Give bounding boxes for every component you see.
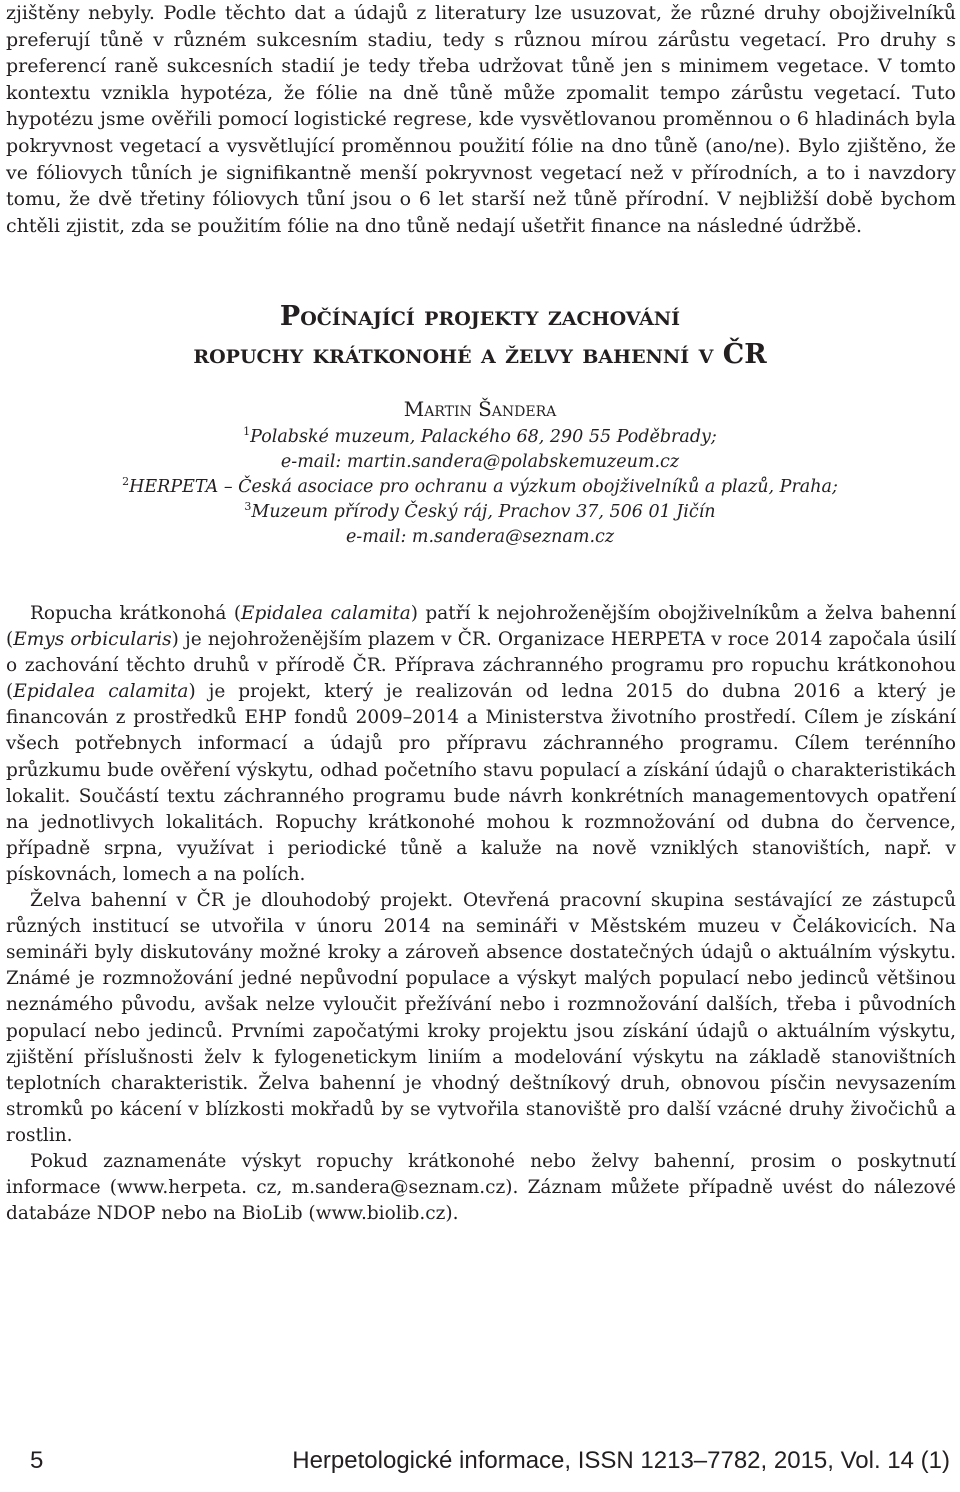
affiliation-2 (0, 475, 960, 500)
affiliation-3-marker: 3 (244, 500, 252, 514)
article-title-line-2: ropuchy krátkonohé a želvy bahenní v ČR (193, 339, 767, 370)
affiliation-1-marker: 1 (243, 425, 251, 439)
affiliation-3 (0, 500, 960, 525)
body-paragraph-3: Pokud zaznamenáte výskyt ropuchy krátkonohé nebo želvy bahenní, prosim o poskytnutí informace (www.herpeta. cz, m.sandera@seznam.cz). Záznam můžete případně uvést do nálezové databáze NDOP nebo na BioLib (www.biolib.cz). (6, 1150, 956, 1225)
affiliation-3-email (0, 525, 960, 550)
affiliation-3-email-text: e-mail: m.sandera@seznam.cz (345, 527, 615, 547)
journal-footer: Herpetologické informace, ISSN 1213–7782, 2015, Vol. 14 (1) (292, 1447, 950, 1474)
species-name-epidalea-2: Epidalea calamita (13, 681, 189, 703)
affiliation-2-text: HERPETA – Česká asociace pro ochranu a výzkum obojživelníků a plazů, Praha; (129, 477, 838, 497)
species-name-emys: Emys orbicularis (13, 629, 172, 651)
affiliation-1-email-text: e-mail: martin.sandera@polabskemuzeum.cz (280, 452, 680, 472)
previous-article-paragraph: zjištěny nebyly. Podle těchto dat a údajů z literatury lze usuzovat, že různé druhy obojživelníků preferují tůně v různém sukcesním stadiu, tedy s různou mírou zárůstu vegetací. Pro druhy s preferencí raně sukcesních stadií je tedy třeba udržovat tůně jen s minimem vegetace. V tomto kontextu vznikla hypotéza, že fólie na dně tůně může zpomalit tempo zárůstu vegetací. Tuto hypotézu jsme ověřili pomocí logistické regrese, kde vysvětlovanou proměnnou o 6 hladinách byla pokryvnost vegetací a vysvětlující proměnnou použití fólie na dno tůně (ano/ne). Bylo zjištěno, že ve fóliovych tůních je signifikantně menší pokryvnost vegetací než v přírodních, a to i navzdory tomu, že dvě třetiny fóliovych tůní jsou o 6 let starší než tůně přírodní. V nejbližší době bychom chtěli zjistit, zda se použitím fólie na dno tůně nedají ušetřit finance na následné údržbě. (6, 2, 956, 237)
body-paragraph-1 (6, 601, 956, 888)
p1-text-2: ) patří k nejohroženějším obojživelníkům a želva bahenní ( (6, 603, 956, 651)
body-paragraph-2: Želva bahenní v ČR je dlouhodobý projekt. Otevřená pracovní skupina sestávající ze zástupců různých institucí se utvořila v únoru 2014 na semináři v Městském muzeu v Čelákovicích. Na semináři byly diskutovány možné kroky a zároveň absence dostatečných údajů o aktuálním výskytu. Známé je rozmnožování jedné nepůvodní populace a výskyt malých populací nebo jedinců většinou neznámého původu, avšak nelze vyloučit přežívání nebo i rozmnožování dalších, třeba i původních populací nebo jedinců. Prvními započatými kroky projektu jsou získání údajů o aktuálním výskytu, zjištění příslušnosti želv k fylogenetickym liniím a modelování výskytu na základě stanovištních teplotních charakteristik. Želva bahenní je vhodný deštníkový druh, obnovou písčin nevysazením stromků po kácení v blízkosti mokřadů by se vytvořila stanoviště pro další vzácné druhy živočichů a rostlin. (6, 890, 956, 1146)
page-number: 5 (30, 1447, 44, 1474)
species-name-epidalea: Epidalea calamita (241, 603, 411, 624)
p1-text-4: ) je projekt, který je realizován od ledna 2015 do dubna 2016 a který je financován z prostředků EHP fondů 2009–2014 a Ministerstva životního prostředí. Cílem je získání všech potřebnych informací a údajů pro přípravu záchranného programu. Cílem terénního průzkumu bude ověření výskytu, odhad početního stavu populací a získání údajů o charakteristikách lokalit. Součástí textu záchranného programu bude návrh konkrétních managementovych opatření na jednotlivych lokalitách. Ropuchy krátkonohé mohou k rozmnožování od dubna do července, případně srpna, využívat i periodické tůně a kaluže na nově vzniklých stanovištích, např. v pískovnách, lomech a na polích. (6, 681, 956, 885)
affiliation-3-text: Muzeum přírody Český ráj, Prachov 37, 506 01 Jičín (251, 502, 716, 522)
author-name: Martin Šandera (403, 397, 557, 421)
p1-text-3: ) je nejohroženějším plazem v ČR. Organizace HERPETA v roce 2014 započala úsilí o zachování těchto druhů v přírodě ČR. Příprava záchranného programu pro ropuchu krátkonohou ( (6, 629, 956, 703)
p1-text-1: Ropucha krátkonohá ( (30, 603, 242, 624)
affiliation-1-text: Polabské muzeum, Palackého 68, 290 55 Poděbrady; (250, 427, 717, 447)
article-body (6, 601, 956, 1227)
affiliation-1 (0, 425, 960, 450)
article-title-line-1: Počínající projekty zachování (279, 301, 681, 332)
affiliation-1-email (0, 450, 960, 475)
affiliation-2-marker: 2 (122, 475, 130, 489)
